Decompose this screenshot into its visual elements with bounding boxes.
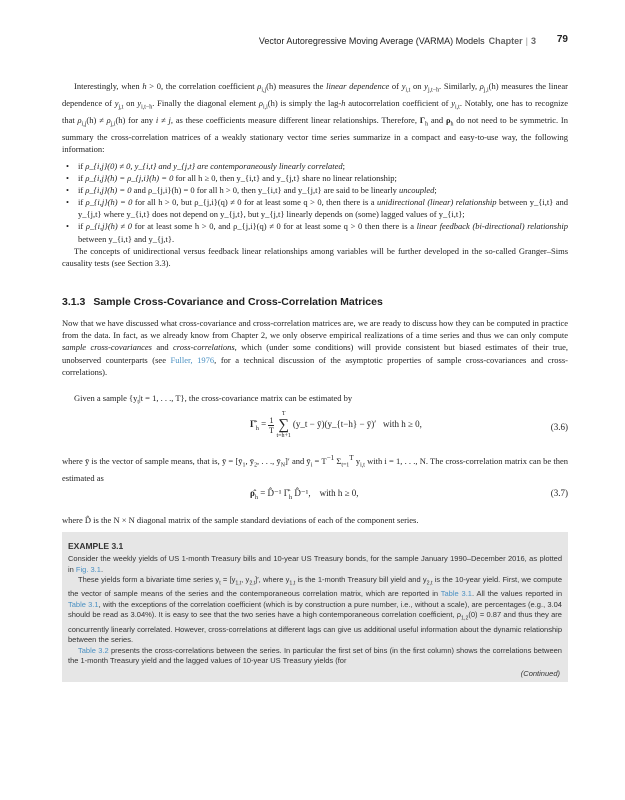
example-paragraph: Consider the weekly yields of US 1-month Treasury bills and 10-year US Treasury bonds, for the sample January 1990–December 2016, as plotted in Fig. 3.1. bbox=[68, 554, 563, 574]
list-item: • if ρ_{i,j}(0) ≠ 0, y_{i,t} and y_{j,t} are contemporaneously linearly correlated; bbox=[66, 161, 345, 171]
relationship-list bbox=[62, 160, 568, 245]
example-box bbox=[62, 532, 568, 682]
list-item: • if ρ_{i,j}(h) = 0 and ρ_{j,i}(h) = 0 for all h > 0, then y_{i,t} and y_{j,t} are said to be linearly uncoupled; bbox=[66, 185, 437, 196]
granger-paragraph: The concepts of unidirectional versus feedback linear relationships among variables will be further developed in the so-called Granger–Sims causality tests (see Section 3.3). bbox=[62, 246, 568, 269]
section-heading bbox=[62, 296, 568, 308]
list-item: • if ρ_{i,j}(h) = 0 for all h > 0, but ρ_{j,i}(q) ≠ 0 for at least some q > 0, then there is a unidirectional (linear) relationship between y_{i,t} and y_{j,t} where y_{i,t} does not depend on y_{j,t}, but y_{j,t} linearly depends on (some) lagged values of y_{i,t}; bbox=[66, 197, 568, 220]
figure-link[interactable]: Fig. 3.1 bbox=[75, 564, 101, 574]
diagonal-matrix-paragraph: where D̂ is the N × N diagonal matrix of the sample standard deviations of each of the component series. bbox=[62, 515, 419, 525]
equation-3-7: $\rhô_h$ = D̂⁻¹ $\Gammâ_h$ D̂⁻¹, with h ≥ 0, (3.7) bbox=[250, 488, 568, 501]
table-link[interactable]: Table 3.1 bbox=[68, 599, 99, 609]
fuller-citation-link[interactable]: Fuller, 1976 bbox=[170, 354, 215, 365]
table-link[interactable]: Table 3.1 bbox=[440, 589, 472, 599]
equation-number: (3.7) bbox=[550, 488, 568, 498]
table-link[interactable]: Table 3.2 bbox=[78, 645, 109, 655]
running-head-title: Vector Autoregressive Moving Average (VARMA) Models Chapter | 3 bbox=[258, 36, 536, 46]
example-title: EXAMPLE 3.1 bbox=[68, 541, 124, 551]
chapter-label: Chapter bbox=[488, 36, 523, 46]
example-paragraph: These yields form a bivariate time series $y_t = [y_{1,t}$, $y_{2,t}]'$, where $y_{1,t}$ is the 1-month Treasury bill yield and $y_{2,t}$ is the 10-year yield. First, we compute the vector of sample means of the series and the contemporaneous correlation matrix, which are reported in Table 3.1. All the values reported in Table 3.1, with the exceptions of the correlation coefficient (which is by construction a pure number, i.e., without a scale), are percentages (e.g., 3.04 should be read as 3.04%). It is easy to see that the two series have a high contemporaneous correlation coefficient, $\rho_{1,2}(0) = 0.87$ and thus they are concurrently linearly correlated. However, cross-correlations at different lags can give us additional useful information about the dynamic relationship between the series. bbox=[68, 575, 563, 645]
list-item: • if ρ_{i,j}(h) = ρ_{j,i}(h) = 0 for all h ≥ 0, then y_{i,t} and y_{j,t} share no linear relationship; bbox=[66, 173, 397, 184]
sample-cov-paragraph: Now that we have discussed what cross-covariance and cross-correlation matrices are, we are ready to discuss how they can be computed in practice from the data. In fact, as we already know from Chapter 2, we only observe empirical realizations of a time series and thus we can only compute sample cross-covariances and cross-correlations, which (under some conditions) will provide consistent but biased estimates of their true, unobserved counterparts (see Fuller, 1976, for a technical discussion of the asymptotic properties of sample cross-covariances and cross-correlations). bbox=[62, 318, 568, 377]
section-title: Sample Cross-Covariance and Cross-Correlation Matrices bbox=[93, 296, 383, 308]
section-number: 3.1.3 bbox=[62, 296, 86, 308]
page-number: 79 bbox=[556, 34, 568, 45]
sample-means-paragraph: where ȳ is the vector of sample means, that is, ȳ = [$ȳ_1$, $ȳ_2$, . . ., $ȳ_N]'$ and $ȳ_i = T^{-1}$ $\Sigma_{t=1}^T$ $y_{i,t}$ with i = 1, . . ., N. The cross-correlation matrix can be then estimated as bbox=[62, 454, 569, 483]
equation-number: (3.6) bbox=[550, 422, 568, 432]
continued-label: (Continued) bbox=[520, 669, 560, 678]
running-head bbox=[62, 32, 568, 52]
given-sample-paragraph: Given a sample {$y_t|t = 1$, . . ., T}, the cross-covariance matrix can be estimated by bbox=[74, 393, 353, 406]
chapter-number: 3 bbox=[530, 36, 536, 46]
intro-paragraph: Interestingly, when h > 0, the correlation coefficient $\rho_{i,j}(h)$ measures the linear dependence of $y_{i,t}$ on $y_{j,t-h}$. Similarly, $\rho_{j,i}(h)$ measures the linear dependence of $y_{j,t}$ on $y_{i,t-h}$. Finally the diagonal element $\rho_{i,i}(h)$ is simply the lag-h autocorrelation coefficient of $y_{i,t}$. Notably, one has to recognize that $\rho_{i,j}(h) \ne \rho_{j,i}(h)$ for any i ≠ j, as these coefficients measure different linear relationships. Therefore, $\Gamma_h$ and $\rho_h$ do not need to be symmetric. In summary the cross-correlation matrices of a weakly stationary vector time series summarize in a compact and easy-to-use way, the following information: bbox=[62, 81, 569, 154]
equation-3-6: $\Gammâ_h$ = $\frac{1}{T}$ T ∑ t=h+1 (y_t − ȳ)(y_{t−h} − ȳ)′ with h ≥ 0, (3.6) bbox=[250, 411, 568, 439]
example-paragraph: Table 3.2 presents the cross-correlations between the series. In particular the first set of bins (in the first column) shows the correlations between the 1-month Treasury yield and the lagged values of 10-year US Treasury yields (for bbox=[68, 645, 562, 666]
list-item: • if ρ_{i,j}(h) ≠ 0 for at least some h > 0, and ρ_{j,i}(q) ≠ 0 for at least some q > 0 then there is a linear feedback (bi-directional) relationship between y_{i,t} and y_{j,t}. bbox=[66, 221, 568, 244]
